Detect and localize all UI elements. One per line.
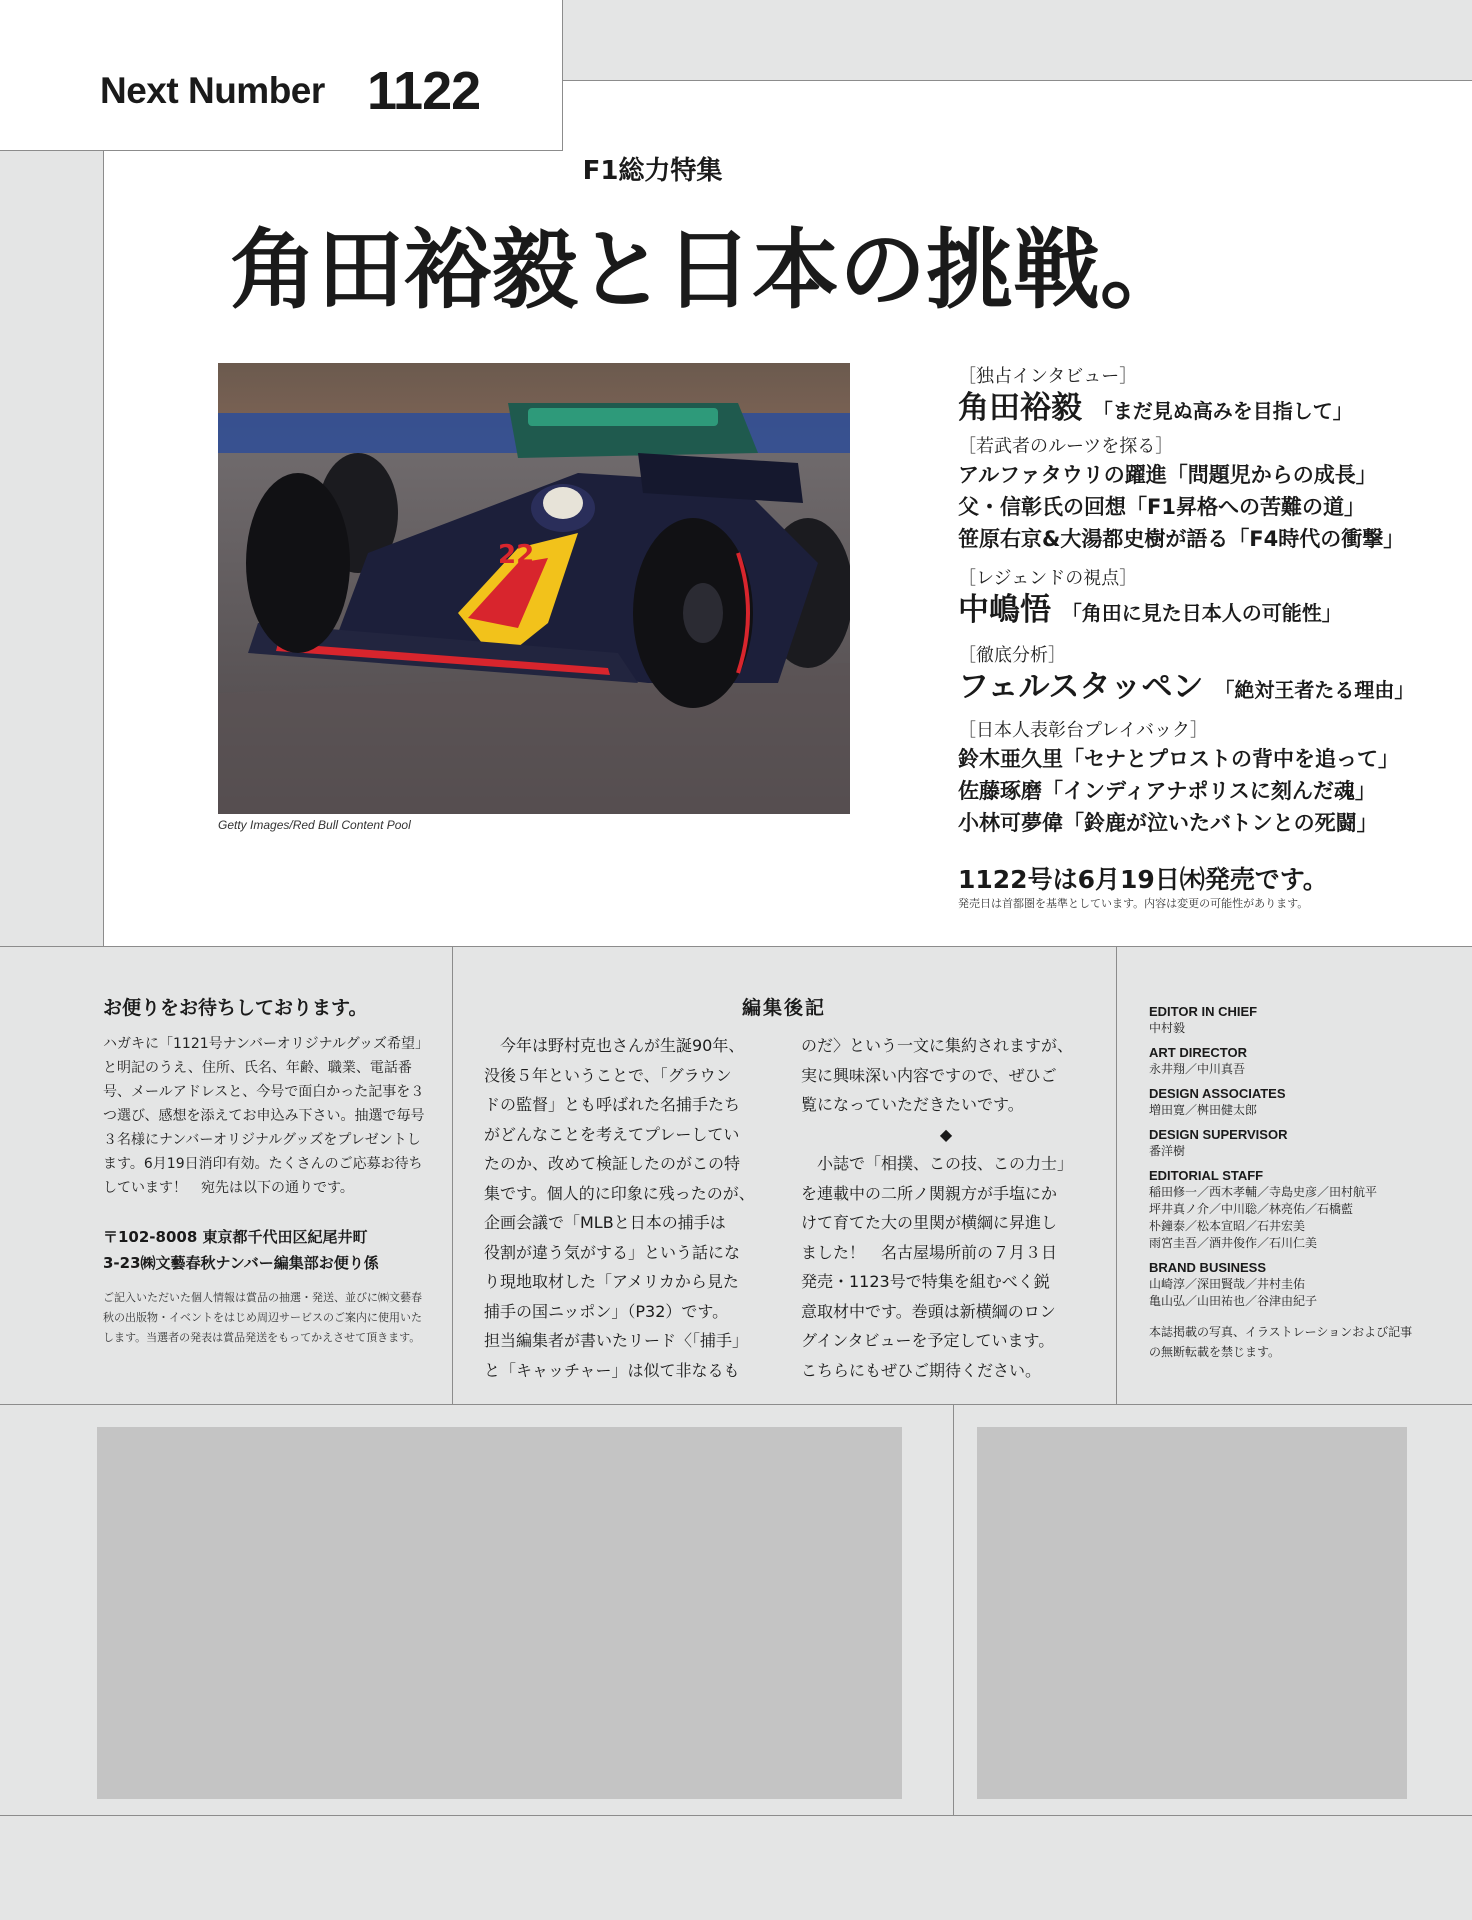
- feature-kicker: F1総力特集: [582, 156, 723, 186]
- ad-placeholder-right: [977, 1427, 1407, 1799]
- postscript-line: 小誌で「相撲、この技、この力士」: [801, 1154, 1074, 1173]
- postscript-line: 集です。個人的に印象に残ったのが、: [484, 1183, 755, 1203]
- postscript-line: のだ〉という一文に集約されますが、: [801, 1036, 1074, 1055]
- divider: [0, 1404, 1472, 1405]
- release-note: 発売日は首都圏を基準としています。内容は変更の可能性があります。: [958, 897, 1309, 910]
- diamond-divider: ◆: [939, 1124, 953, 1144]
- postscript-line: を連載中の二所ノ関親方が手塩にか: [801, 1183, 1058, 1203]
- postscript-line: 意取材中です。巻頭は新横綱のロン: [801, 1301, 1056, 1321]
- contents-item: 小林可夢偉「鈴鹿が泣いたバトンとの死闘」: [958, 811, 1378, 835]
- contents-category: ［レジェンドの視点］: [958, 568, 1138, 589]
- letters-title: お便りをお待ちしております。: [103, 997, 368, 1019]
- staff-names: 永井翔／中川真吾: [1149, 1062, 1246, 1076]
- f1-car-photo: [218, 363, 850, 814]
- contents-headline-entry: [958, 668, 1428, 709]
- contents-name: 角田裕毅: [958, 390, 1082, 426]
- postscript-line: がどんなことを考えてプレーしてい: [484, 1124, 740, 1144]
- contents-category: ［若武者のルーツを探る］: [958, 436, 1174, 457]
- next-number-value: 1122: [367, 61, 481, 121]
- postscript-title: 編集後記: [741, 997, 826, 1019]
- postscript-line: 捕手の国ニッポン」（P32）です。: [484, 1301, 729, 1321]
- divider: [0, 946, 1472, 947]
- address-line: 〒102-8008 東京都千代田区紀尾井町: [103, 1228, 368, 1246]
- staff-names: 朴鐘泰／松本宣昭／石井宏美: [1149, 1219, 1306, 1233]
- staff-names: 山崎淳／深田賢哉／井村圭佑: [1149, 1277, 1306, 1291]
- staff-role: DESIGN SUPERVISOR: [1149, 1127, 1288, 1142]
- letters-body: ハガキに「1121号ナンバーオリジナルグッズ希望」と明記のうえ、住所、氏名、年齢、職業、電話番号、メールアドレスと、今号で面白かった記事を３つ選び、感想を添えてお申込み下さい。抽選で毎号３名様にナンバーオリジナルグッズをプレゼントします。6月19日消印有効。たくさんのご応募お待ちしています！ 宛先は以下の通りです。: [103, 1036, 425, 1196]
- postscript-line: 覧になっていただきたいです。: [801, 1095, 1024, 1114]
- postscript-line: ドの監督」とも呼ばれた名捕手たち: [484, 1095, 741, 1114]
- postscript-line: 発売・1123号で特集を組むべく鋭: [801, 1272, 1050, 1291]
- staff-names: 雨宮圭吾／酒井俊作／石川仁美: [1149, 1236, 1318, 1250]
- photo-credit: Getty Images/Red Bull Content Pool: [218, 818, 411, 832]
- next-number-label: Next Number: [100, 70, 325, 111]
- divider: [1116, 946, 1117, 1404]
- contents-quote: 「角田に見た日本人の可能性」: [1061, 601, 1342, 625]
- postscript-line: 企画会議で「MLBと日本の捕手は: [484, 1213, 726, 1232]
- contents-item: 父・信彰氏の回想「F1昇格への苦難の道」: [958, 495, 1365, 519]
- divider: [0, 1815, 1472, 1816]
- postscript-line: 今年は野村克也さんが生誕90年、: [484, 1036, 745, 1055]
- privacy-note: ご記入いただいた個人情報は賞品の抽選・発送、並びに㈱文藝春秋の出版物・イベントをはじめ周辺サービスのご案内に使用いたします。当選者の発表は賞品発送をもってかえさせて頂きます。: [103, 1291, 422, 1344]
- staff-names: 番洋樹: [1149, 1144, 1186, 1158]
- postscript-line: けて育てた大の里関が横綱に昇進し: [801, 1213, 1058, 1232]
- staff-role: EDITORIAL STAFF: [1149, 1168, 1264, 1183]
- feature-headline: 角田裕毅と日本の挑戦。: [230, 219, 1187, 321]
- postscript-line: と「キャッチャー」は似て非なるも: [484, 1360, 740, 1380]
- ad-placeholder-left: [97, 1427, 902, 1799]
- copyright-note: 本誌掲載の写真、イラストレーションおよび記事の無断転載を禁じます。: [1149, 1325, 1413, 1359]
- postscript-column-1: [484, 1031, 774, 1385]
- staff-role: DESIGN ASSOCIATES: [1149, 1086, 1286, 1101]
- staff-role: ART DIRECTOR: [1149, 1045, 1247, 1060]
- postscript-line: グインタビューを予定しています。: [801, 1331, 1055, 1350]
- postscript-line: 担当編集者が書いたリード〈「捕手」: [484, 1331, 749, 1350]
- car-number: 22: [498, 540, 535, 570]
- contents-item: アルファタウリの躍進「問題児からの成長」: [958, 463, 1377, 487]
- contents-item: 笹原右京&大湯都史樹が語る「F4時代の衝撃」: [958, 527, 1405, 551]
- contents-category: ［徹底分析］: [958, 645, 1066, 666]
- staff-names: 増田寛／桝田健太郎: [1149, 1103, 1258, 1117]
- staff-role: BRAND BUSINESS: [1149, 1260, 1267, 1275]
- staff-names: 亀山弘／山田祐也／谷津由紀子: [1149, 1294, 1318, 1308]
- divider: [953, 1404, 954, 1815]
- contents-item: 佐藤琢磨「インディアナポリスに刻んだ魂」: [958, 779, 1376, 803]
- letters-address: [103, 1224, 443, 1276]
- contents-item: 鈴木亜久里「セナとプロストの背中を追って」: [958, 747, 1399, 771]
- contents-name: 中嶋悟: [958, 592, 1051, 628]
- postscript-line: たのか、改めて検証したのがこの特: [484, 1154, 741, 1173]
- postscript-line: 没後５年ということで、「グラウン: [484, 1065, 732, 1085]
- postscript-line: 実に興味深い内容ですので、ぜひご: [801, 1065, 1057, 1085]
- staff-credits: [1149, 1004, 1419, 1362]
- feature-contents: [958, 360, 1428, 839]
- address-line: 3-23㈱文藝春秋ナンバー編集部お便り係: [103, 1254, 379, 1272]
- staff-names: 中村毅: [1149, 1021, 1186, 1035]
- staff-names: 稲田修一／西木孝輔／寺島史彦／田村航平: [1149, 1185, 1378, 1199]
- postscript-line: こちらにもぜひご期待ください。: [801, 1360, 1042, 1380]
- divider: [563, 80, 1472, 81]
- contents-name: フェルスタッペン: [958, 669, 1204, 705]
- contents-category: ［日本人表彰台プレイバック］: [958, 720, 1209, 741]
- postscript-line: り現地取材した「アメリカから見た: [484, 1272, 739, 1291]
- release-date: 1122号は6月19日㈭発売です。: [958, 865, 1328, 894]
- contents-quote: 「まだ見ぬ高みを目指して」: [1092, 399, 1353, 423]
- postscript-line: 役割が違う気がする」という話にな: [484, 1242, 741, 1262]
- contents-category: ［独占インタビュー］: [958, 366, 1138, 387]
- postscript-column-2: [801, 1031, 1091, 1385]
- staff-names: 坪井真ノ介／中川聡／林亮佑／石橋藍: [1149, 1202, 1354, 1216]
- f1-car-illustration: [218, 363, 850, 814]
- contents-quote: 「絶対王者たる理由」: [1214, 678, 1415, 702]
- postscript-line: ました！ 名古屋場所前の７月３日: [801, 1242, 1058, 1262]
- staff-role: EDITOR IN CHIEF: [1149, 1004, 1258, 1019]
- contents-headline-entry: [958, 389, 1428, 430]
- contents-headline-entry: [958, 591, 1428, 632]
